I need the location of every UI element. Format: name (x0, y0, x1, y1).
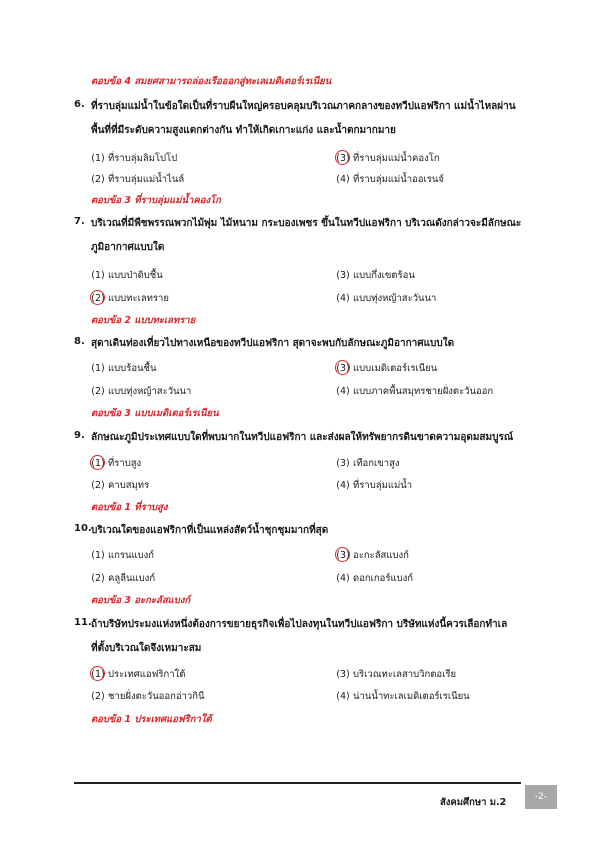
option-label: ที่ราบลุ่มแม่น้ำคองโก (353, 153, 440, 164)
option-label: ดอกเกอร์แบงก์ (353, 573, 414, 584)
answer-6: ตอบข้อ 3 ที่ราบลุ่มแม่น้ำคองโก (91, 195, 221, 206)
option-mark: (3) (336, 270, 350, 281)
option-mark: (2) (91, 386, 105, 397)
option-mark-circled: (3) (336, 363, 350, 374)
q7-option-2 (91, 291, 169, 306)
option-mark: (3) (336, 458, 350, 469)
option-label: บริเวณทะเลสาบวิกตอเรีย (353, 669, 457, 680)
option-mark: (2) (91, 573, 105, 584)
option-mark-circled: (1) (91, 458, 105, 469)
question-6-number: 6. (74, 99, 85, 110)
option-mark: (3) (336, 669, 350, 680)
q7-option-3 (336, 268, 415, 283)
option-mark-circled: (3) (336, 153, 350, 164)
option-mark: (4) (336, 480, 350, 491)
option-mark: (4) (336, 174, 350, 185)
q6-option-1 (91, 151, 177, 166)
question-11-number: 11. (74, 617, 92, 628)
answer-9: ตอบข้อ 1 ที่ราบสูง (91, 502, 168, 513)
option-label: แบบทุ่งหญ้าสะวันนา (108, 386, 192, 397)
question-9-number: 9. (74, 430, 85, 441)
option-mark: (1) (91, 363, 105, 374)
footer-divider (74, 782, 521, 784)
option-label: แบบทุ่งหญ้าสะวันนา (353, 293, 437, 304)
option-mark-circled: (3) (336, 550, 350, 561)
option-label: แบบเมดิเตอร์เรเนียน (353, 363, 438, 374)
q6-option-4 (336, 172, 444, 187)
option-label: ที่ราบสูง (108, 458, 142, 469)
question-10-number: 10. (74, 523, 92, 534)
q7-option-4 (336, 291, 436, 306)
option-label: ที่ราบลุ่มลิมโปโป (108, 153, 178, 164)
option-label: เทือกเขาสูง (353, 458, 400, 469)
q9-option-2 (91, 478, 149, 493)
q7-option-1 (91, 268, 163, 283)
q6-option-2 (91, 172, 184, 187)
question-9-text: ลักษณะภูมิประเทศแบบใดที่พบมากในทวีปแอฟริกา และส่งผลให้ทรัพยากรดินขาดความอุดมสมบูรณ์ (91, 432, 514, 443)
option-label: ชายฝั่งตะวันออกอ่าวกินี (108, 691, 205, 702)
question-6-text: ที่ราบลุ่มแม่น้ำในข้อใดเป็นที่ราบผืนใหญ่ครอบคลุมบริเวณภาคกลางของทวีปแอฟริกา แม่น้ำไหลผ่าน (91, 101, 516, 112)
option-mark: (2) (91, 480, 105, 491)
question-8-text: สุดาเดินท่องเที่ยวไปทางเหนือของทวีปแอฟริกา สุดาจะพบกับลักษณะภูมิอากาศแบบใด (91, 338, 455, 349)
question-6-text-cont: พื้นที่ที่มีระดับความสูงแตกต่างกัน ทำให้เกิดเกาะแก่ง และน้ำตกมากมาย (91, 125, 396, 136)
q8-option-4 (336, 384, 493, 399)
q9-option-1 (91, 456, 141, 471)
q10-option-1 (91, 548, 154, 563)
q11-option-4 (336, 689, 470, 704)
option-label: คลูลีนแบงก์ (108, 573, 156, 584)
question-8-number: 8. (74, 336, 85, 347)
option-label: ที่ราบลุ่มแม่น้ำไนล์ (108, 174, 185, 185)
answer-prev: ตอบข้อ 4 สมยศสามารถล่องเรือออกสู่ทะเลเมดิเตอร์เรเนียน (91, 76, 332, 87)
option-label: แบบภาคพื้นสมุทรชายฝั่งตะวันออก (353, 386, 494, 397)
option-label: ประเทศแอฟริกาใต้ (108, 669, 186, 680)
option-label: อะกะลัสแบงก์ (353, 550, 409, 561)
answer-10: ตอบข้อ 3 อะกะลัสแบงก์ (91, 595, 191, 606)
option-mark-circled: (1) (91, 669, 105, 680)
option-label: แกรนแบงก์ (108, 550, 155, 561)
option-mark: (4) (336, 293, 350, 304)
question-7-number: 7. (74, 216, 85, 227)
option-mark: (4) (336, 691, 350, 702)
option-label: น่านน้ำทะเลเมดิเตอร์เรเนียน (353, 691, 470, 702)
option-label: แบบร้อนชื้น (108, 363, 157, 374)
q9-option-4 (336, 478, 412, 493)
q10-option-3 (336, 548, 409, 563)
option-mark: (4) (336, 573, 350, 584)
option-mark: (1) (91, 550, 105, 561)
answer-7: ตอบข้อ 2 แบบทะเลทราย (91, 315, 196, 326)
option-mark: (1) (91, 270, 105, 281)
q10-option-2 (91, 571, 155, 586)
q6-option-3 (336, 151, 440, 166)
q9-option-3 (336, 456, 400, 471)
q11-option-1 (91, 667, 185, 682)
option-label: แบบกึ่งเขตร้อน (353, 270, 415, 281)
option-mark: (2) (91, 174, 105, 185)
page-number-badge: -2- (525, 785, 557, 809)
q8-option-1 (91, 361, 156, 376)
q11-option-3 (336, 667, 456, 682)
q8-option-3 (336, 361, 437, 376)
option-mark: (2) (91, 691, 105, 702)
question-11-text: ถ้าบริษัทประมงแห่งหนึ่งต้องการขยายธุรกิจเพื่อไปลงทุนในทวีปแอฟริกา บริษัทแห่งนี้ควรเลือกทำเล (91, 619, 508, 630)
answer-8: ตอบข้อ 3 แบบเมดิเตอร์เรเนียน (91, 408, 219, 419)
q8-option-2 (91, 384, 191, 399)
option-mark: (4) (336, 386, 350, 397)
q10-option-4 (336, 571, 413, 586)
option-label: ที่ราบลุ่มแม่น้ำออเรนจ์ (353, 174, 444, 185)
question-7-text-cont: ภูมิอากาศแบบใด (91, 242, 165, 253)
question-7-text: บริเวณที่มีพืชพรรณพวกไม้พุ่ม ไม้หนาม กระบองเพชร ขึ้นในทวีปแอฟริกา บริเวณดังกล่าวจะมีลักษณะ (91, 218, 522, 229)
option-label: แบบป่าดิบชื้น (108, 270, 163, 281)
option-label: แบบทะเลทราย (108, 293, 169, 304)
question-11-text-cont: ที่ตั้งบริเวณใดจึงเหมาะสม (91, 643, 202, 654)
answer-11: ตอบข้อ 1 ประเทศแอฟริกาใต้ (91, 714, 212, 725)
question-10-text: บริเวณใดของแอฟริกาที่เป็นแหล่งสัตว์น้ำชุกชุมมากที่สุด (91, 525, 329, 536)
option-label: ที่ราบลุ่มแม่น้ำ (353, 480, 413, 491)
option-mark: (1) (91, 153, 105, 164)
option-mark-circled: (2) (91, 293, 105, 304)
q11-option-2 (91, 689, 204, 704)
option-label: คาบสมุทร (108, 480, 150, 491)
footer-subject: สังคมศึกษา ม.2 (440, 797, 507, 808)
